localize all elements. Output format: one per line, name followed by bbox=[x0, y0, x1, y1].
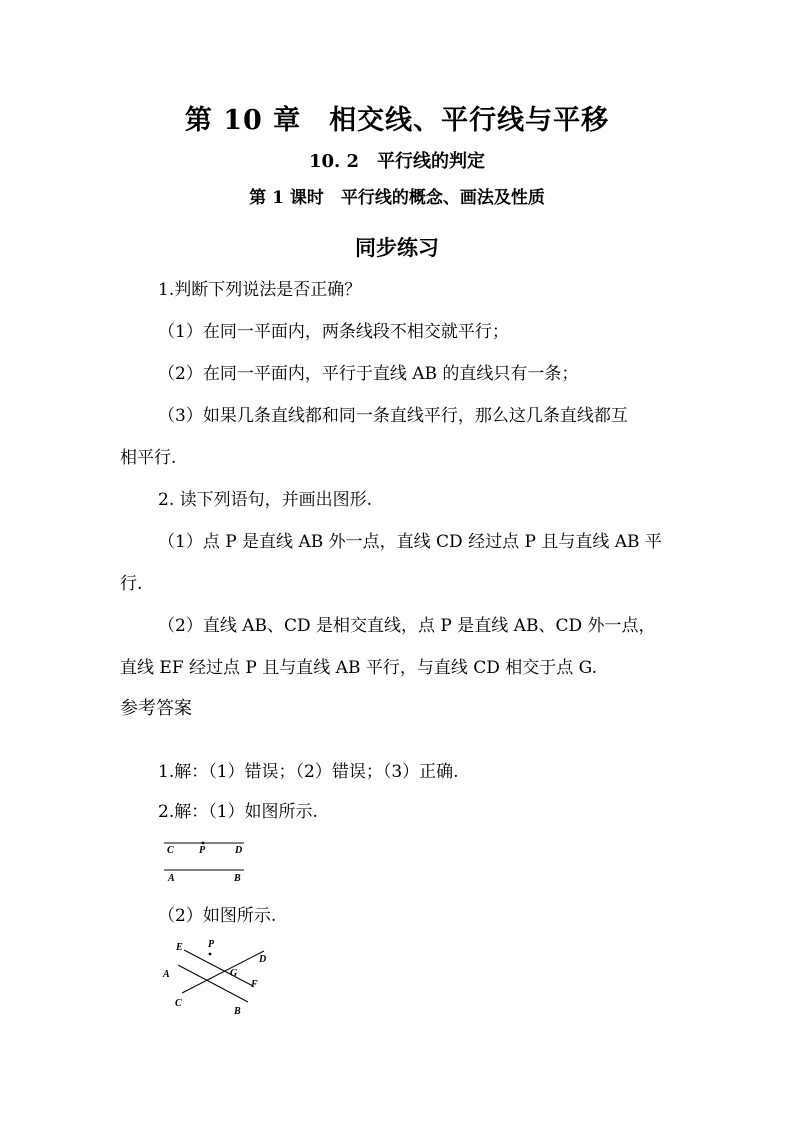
question-2-stem: 2. 读下列语句，并画出图形. bbox=[158, 490, 373, 510]
section-title: 10. 2 平行线的判定 bbox=[308, 151, 486, 172]
label-c: C bbox=[167, 845, 174, 856]
label-g: G bbox=[230, 968, 238, 979]
label-e: E bbox=[176, 942, 183, 953]
line-ab bbox=[178, 965, 248, 1002]
label-b: B bbox=[234, 1006, 241, 1017]
question-2-item-1: （1）点 P 是直线 AB 外一点，直线 CD 经过点 P 且与直线 AB 平 bbox=[158, 532, 662, 552]
point-p bbox=[209, 953, 212, 956]
label-d: D bbox=[259, 954, 267, 965]
answer-1: 1.解：（1）错误；（2）错误；（3）正确. bbox=[158, 762, 459, 782]
figure-1-parallel-lines bbox=[158, 836, 258, 888]
question-2-item-1-cont: 行. bbox=[120, 574, 143, 594]
line-ef bbox=[184, 950, 253, 986]
label-p: P bbox=[208, 939, 215, 950]
label-b: B bbox=[234, 873, 241, 884]
question-1-item-2: （2）在同一平面内，平行于直线 AB 的直线只有一条； bbox=[158, 364, 579, 384]
figure-2-intersecting-lines bbox=[158, 936, 278, 1020]
question-1-item-3: （3）如果几条直线都和同一条直线平行，那么这几条直线都互 bbox=[158, 406, 628, 426]
point-p bbox=[202, 842, 205, 845]
label-d: D bbox=[235, 845, 243, 856]
answers-heading: 参考答案 bbox=[120, 698, 192, 719]
answer-2-2: （2）如图所示. bbox=[158, 906, 277, 926]
practice-title: 同步练习 bbox=[355, 235, 439, 260]
question-2-item-2: （2）直线 AB、CD 是相交直线，点 P 是直线 AB、CD 外一点， bbox=[158, 616, 656, 636]
question-1-stem: 1.判断下列说法是否正确？ bbox=[158, 280, 362, 300]
label-p: P bbox=[199, 845, 206, 856]
lesson-title: 第 1 课时 平行线的概念、画法及性质 bbox=[249, 188, 545, 208]
label-a: A bbox=[168, 873, 175, 884]
question-1-item-1: （1）在同一平面内，两条线段不相交就平行； bbox=[158, 322, 509, 342]
answer-2: 2.解：（1）如图所示. bbox=[158, 802, 318, 822]
question-2-item-2-cont: 直线 EF 经过点 P 且与直线 AB 平行，与直线 CD 相交于点 G. bbox=[120, 658, 598, 678]
label-f: F bbox=[251, 979, 258, 990]
label-a: A bbox=[163, 969, 170, 980]
chapter-title: 第 10 章 相交线、平行线与平移 bbox=[184, 105, 610, 136]
label-c: C bbox=[175, 998, 182, 1009]
question-1-item-3-cont: 相平行. bbox=[120, 448, 177, 468]
